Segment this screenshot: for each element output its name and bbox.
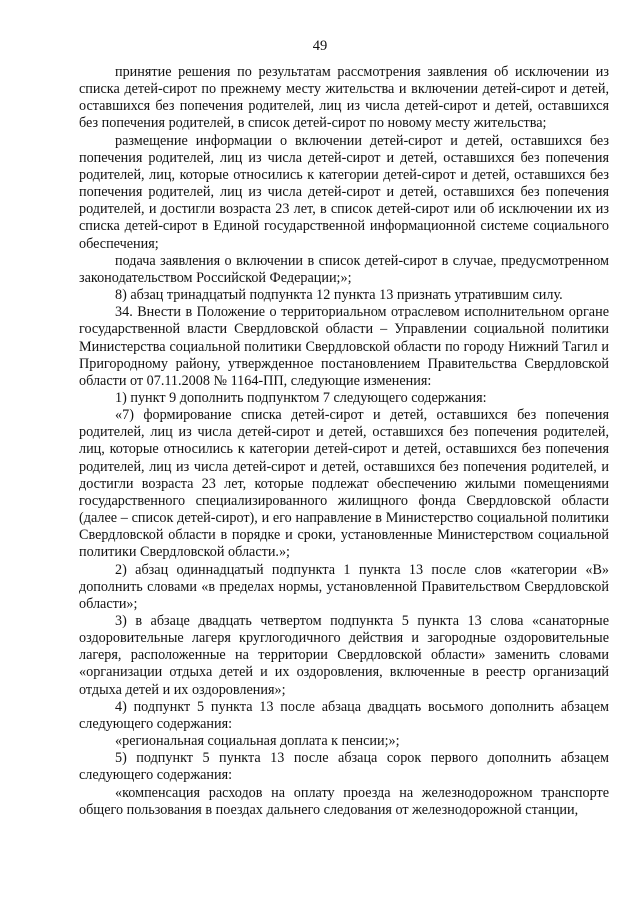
paragraph: «7) формирование списка детей-сирот и детей, оставшихся без попечения родителей, лиц из числа детей-сирот и детей, оставшихся без попечения родителей, лиц, которые относились к категории детей-сирот и детей, оставшихся без попечения родителей, лиц из числа детей-сирот и детей, оставшихся без попечения родителей, и достигли возраста 23 лет, которые подлежат обеспечению жилыми помещениями государственного специализированного жилищного фонда Свердловской области (далее – список детей-сирот), и его направление в Министерство социальной политики Свердловской области в порядке и сроки, установленные Министерством социальной политики Свердловской области.»;	[79, 407, 609, 561]
paragraph: «региональная социальная доплата к пенсии;»;	[115, 733, 400, 750]
paragraph: «компенсация расходов на оплату проезда на железнодорожном транспорте общего пользования в поездах дальнего следования от железнодорожной станции,	[79, 784, 609, 818]
paragraph: принятие решения по результатам рассмотрения заявления об исключении из списка детей-сирот по прежнему месту жительства и включении детей-сирот и детей, оставшихся без попечения родителей, лиц из числа детей-сирот и детей, оставшихся без попечения родителей, в список детей-сирот по новому месту жительства;	[79, 64, 609, 132]
paragraph: 2) абзац одиннадцатый подпункта 1 пункта 13 после слов «категории «В» дополнить словами «в пределах нормы, установленной Правительством Свердловской области»;	[79, 561, 609, 612]
paragraph: 8) абзац тринадцатый подпункта 12 пункта 13 признать утратившим силу.	[115, 287, 563, 304]
page-number: 49	[312, 38, 328, 54]
paragraph: 4) подпункт 5 пункта 13 после абзаца двадцать восьмого дополнить абзацем следующего содержания:	[79, 698, 609, 732]
document-body	[79, 64, 609, 819]
paragraph: размещение информации о включении детей-сирот и детей, оставшихся без попечения родителей, лиц из числа детей-сирот и детей, оставшихся без попечения родителей, лиц, которые относились к категории детей-сирот и детей, оставшихся без попечения родителей, лиц из числа детей-сирот и детей, оставшихся без попечения родителей, и достигли возраста 23 лет, в список детей-сирот или об исключении их из списка детей-сирот в Единой государственной информационной системе социального обеспечения;	[79, 132, 609, 252]
paragraph: 1) пункт 9 дополнить подпунктом 7 следующего содержания:	[115, 389, 487, 406]
paragraph: 3) в абзаце двадцать четвертом подпункта 5 пункта 13 слова «санаторные оздоровительные лагеря круглогодичного действия и загородные оздоровительные лагеря, расположенные на территории Свердловской области» заменить словами «организации отдыха детей и их оздоровления, включенные в реестр организаций отдыха детей и их оздоровления»;	[79, 613, 609, 698]
paragraph: 34. Внести в Положение о территориальном отраслевом исполнительном органе государственной власти Свердловской области – Управлении социальной политики Министерства социальной политики Свердловской области по городу Нижний Тагил и Пригородному району, утвержденное постановлением Правительства Свердловской области от 07.11.2008 № 1164-ПП, следующие изменения:	[79, 304, 609, 389]
paragraph: 5) подпункт 5 пункта 13 после абзаца сорок первого дополнить абзацем следующего содержания:	[79, 750, 609, 784]
paragraph: подача заявления о включении в список детей-сирот в случае, предусмотренном законодательством Российской Федерации;»;	[79, 252, 609, 286]
